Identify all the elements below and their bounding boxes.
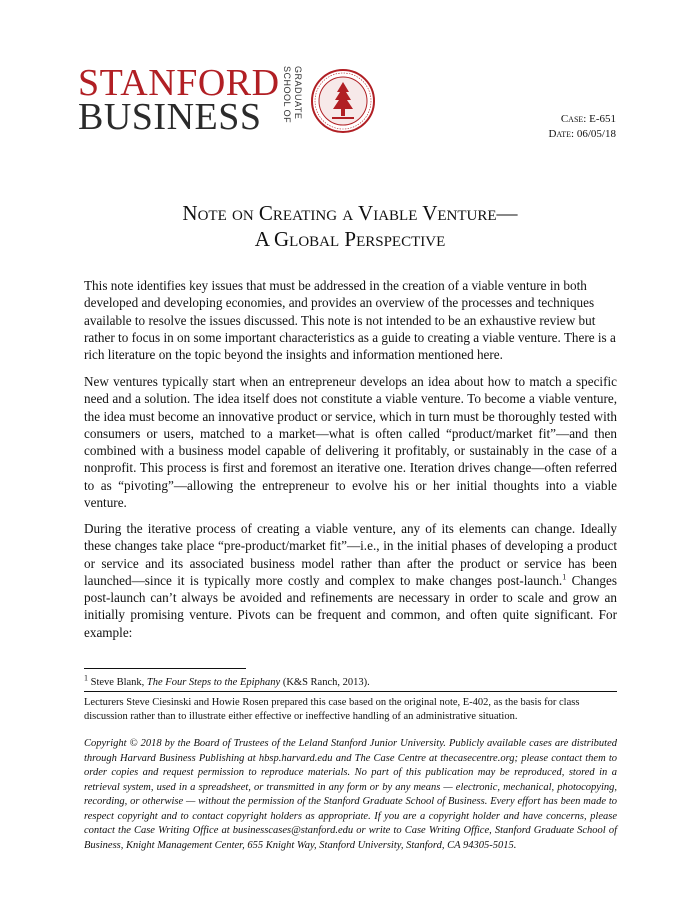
footnote-author: Steve Blank,: [90, 677, 145, 688]
footnote-divider: [84, 668, 246, 669]
logo-text-business: BUSINESS: [78, 96, 262, 138]
case-number: E-651: [589, 113, 616, 125]
lecturers-note: Lecturers Steve Ciesinski and Howie Rosen prepared this case based on the original note, E-402, as the basis for class discussion rather than to illustrate either effective or ineffective handling of an administrative situation.: [84, 697, 580, 722]
logo-text-graduate: GRADUATE: [293, 66, 303, 120]
document-title: [0, 200, 700, 252]
footnote-book-title: The Four Steps to the Epiphany: [146, 677, 281, 688]
copyright-notice: Copyright © 2018 by the Board of Trustees of the Leland Stanford Junior University. Publicly available cases are distributed through Harvard Business Publishing at hbsp.harvard.edu and The Case Centre at thecasecentre.org; please contact them to order copies and request permission to reproduce materials. No part of this publication may be reproduced, stored in a retrieval system, used in a spreadsheet, or transmitted in any form or by any means — electronic, mechanical, photocopying, recording, or otherwise — without the permission of the Stanford Graduate School of Business. Every effort has been made to respect copyright and to contact copyright holders as appropriate. If you are a copyright holder and have concerns, please contact the Case Writing Office at businesscases@stanford.edu or write to Case Writing Office, Stanford Graduate School of Business, Knight Management Center, 655 Knight Way, Stanford University, Stanford, CA 94305-5015.: [84, 738, 617, 851]
logo-text-school-of: SCHOOL OF: [282, 66, 292, 124]
intro-paragraph: This note identifies key issues that must be addressed in the creation of a viable venture in both developed and developing economies, and provides an overview of the processes and techniques available to resolve the issues discussed. This note is not intended to be an exhaustive review but rather to focus in on some important characteristics as a guide to creating a viable venture. There is a rich literature on the topic beyond the insights and information mentioned here.: [84, 278, 616, 363]
case-info: [548, 112, 616, 142]
logo-text-stanford: STANFORD: [78, 62, 280, 104]
notes-divider: [84, 691, 617, 692]
stanford-seal-icon: [310, 68, 376, 134]
title-line-2: A Global Perspective: [254, 227, 446, 251]
iteration-paragraph: [84, 520, 617, 641]
date-value: 06/05/18: [576, 128, 616, 140]
iteration-text-start: During the iterative process of creating a viable venture, any of its elements can change. Ideally these changes take place “pre-product/market fit”—i.e., in the initial phases of developing a product or service and its associated business model rather than after the product or service has been launched—since it is typically more costly and complex to make changes post-launch.: [84, 521, 617, 588]
case-number-line: [548, 112, 616, 127]
footnote-reference: 1: [562, 572, 567, 582]
footnote-marker: 1: [84, 673, 88, 683]
date-label: Date:: [548, 128, 575, 140]
case-label: Case:: [560, 113, 587, 125]
date-line: [548, 127, 616, 142]
footnote-publisher: (K&S Ranch, 2013).: [282, 677, 370, 688]
iteration-text-end: Changes post-launch can’t always be avoided and refinements are necessary in order to scale and grow an initially promising venture. Pivots can be frequent and common, and often quite significant. For example:: [84, 572, 617, 640]
logo-vertical-text: [276, 66, 308, 134]
footnote: [84, 673, 370, 690]
venture-paragraph: New ventures typically start when an entrepreneur develops an idea about how to match a specific need and a solution. The idea itself does not constitute a viable venture. To become a viable venture, the idea must become an innovative product or service, which in turn must be thoroughly tested with consumers or users, matched to a market—what is often called “product/market fit”—and then combined with a business model capable of delivering it profitably, or sustainably in the case of a nonprofit. This process is first and foremost an iterative one. Iteration drives change—often referred to as “pivoting”—allowing the entrepreneur to evolve his or her initial thoughts into a viable venture.: [84, 374, 617, 511]
title-line-1: Note on Creating a Viable Venture—: [182, 201, 518, 225]
